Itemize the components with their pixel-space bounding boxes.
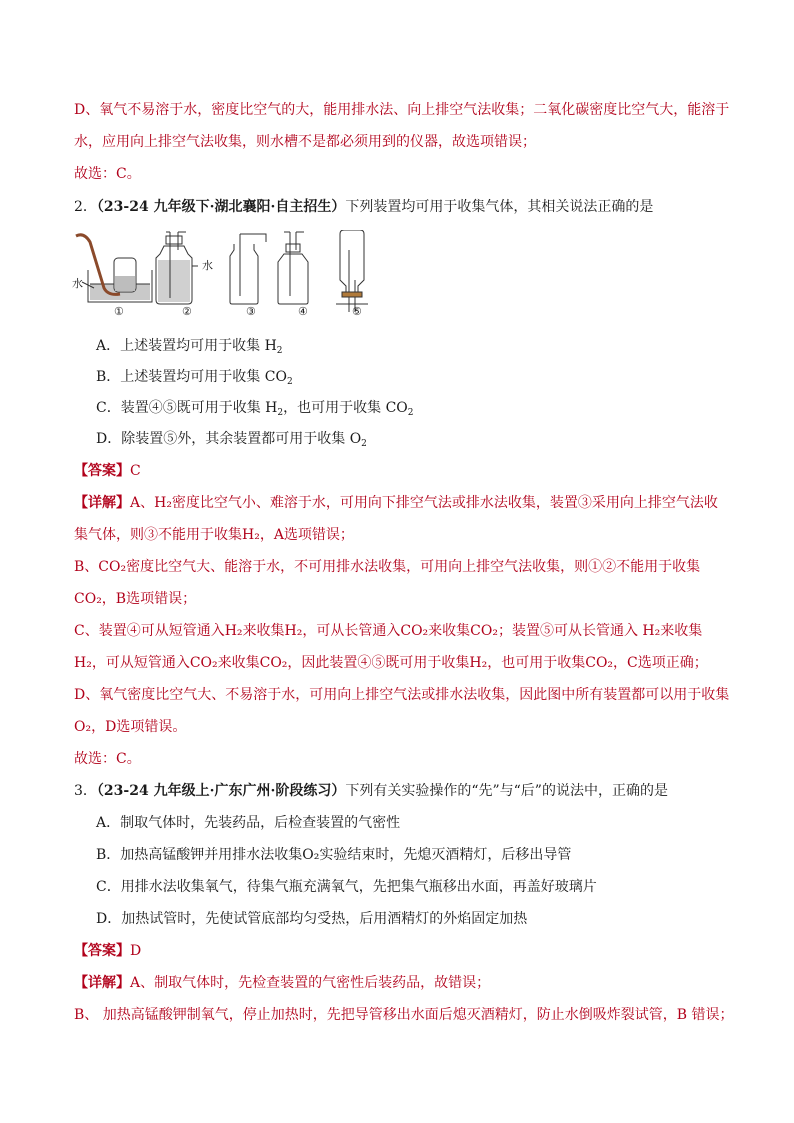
apparatus-label-5: ⑤ — [352, 305, 362, 318]
option-b-sub: 2 — [286, 377, 293, 387]
q3-source: （23-24 九年级上·广东广州·阶段练习） — [96, 783, 346, 799]
q3-option-c[interactable]: C．用排水法收集氧气，待集气瓶充满氧气，先把集气瓶移出水面，再盖好玻璃片 — [96, 879, 597, 895]
q3-stem-line — [74, 781, 668, 801]
q3-stem: 下列有关实验操作的“先”与“后”的说法中，正确的是 — [345, 783, 668, 799]
q3-detail-a1-text: A、制取气体时，先检查装置的气密性后装药品，故错误； — [130, 975, 491, 991]
option-d-text: D．除装置⑤外，其余装置都可用于收集 — [96, 431, 346, 447]
q2-detail-a2: 集气体，则③不能用于收集H₂，A选项错误； — [74, 527, 354, 543]
option-c-mid: ，也可用于收集 — [283, 400, 382, 416]
q2-detail-b2: CO₂，B选项错误； — [74, 591, 197, 607]
apparatus-label-4: ④ — [298, 305, 308, 318]
q3-option-b[interactable]: B．加热高锰酸钾并用排水法收集O₂实验结束时，先熄灭酒精灯，后移出导管 — [96, 847, 572, 863]
prev-choose: 故选：C。 — [74, 166, 141, 182]
apparatus-label-3: ③ — [246, 305, 256, 318]
q2-detail-c1: C、装置④可从短管通入H₂来收集H₂，可从长管通入CO₂来收集CO₂；装置⑤可从长管通入 H₂来收集 — [74, 623, 703, 639]
option-a-text: A．上述装置均可用于收集 — [96, 338, 261, 354]
q2-detail-d1: D、氧气密度比空气大、不易溶于水，可用向上排空气法或排水法收集，因此图中所有装置都可以用于收集 — [74, 687, 730, 703]
q3-answer-label: 【答案】 — [74, 943, 130, 959]
q2-detail-a1 — [74, 493, 718, 513]
q2-source: （23-24 九年级下·湖北襄阳·自主招生） — [96, 199, 346, 215]
prev-answer-line-1: D、氧气不易溶于水，密度比空气的大，能用排水法、向上排空气法收集；二氧化碳密度比空气大，能溶于 — [74, 102, 730, 118]
apparatus-label-1: ① — [114, 305, 124, 318]
q3-option-a[interactable]: A．制取气体时，先装药品，后检查装置的气密性 — [96, 815, 401, 831]
q2-detail-d2: O₂，D选项错误。 — [74, 719, 187, 735]
option-d-sub: 2 — [361, 439, 367, 449]
option-a-sub: 2 — [276, 346, 283, 356]
q2-option-a[interactable] — [96, 336, 283, 356]
option-a-gas: H — [264, 338, 277, 354]
option-c-gas1: H — [265, 400, 278, 416]
q2-answer-value: C — [130, 463, 141, 479]
q2-detail-b1: B、CO₂密度比空气大、能溶于水，不可用排水法收集，可用向上排空气法收集，则①②不能用于收集 — [74, 559, 701, 575]
q2-apparatus-figure — [74, 230, 374, 320]
q2-option-d[interactable] — [96, 429, 367, 449]
option-c-gas2: CO — [385, 400, 408, 416]
q3-answer — [74, 941, 141, 961]
q2-option-c[interactable] — [96, 398, 414, 418]
q2-stem: 下列装置均可用于收集气体，其相关说法正确的是 — [345, 199, 654, 215]
prev-answer-line-2: 水，应用向上排空气法收集，则水槽不是都必须用到的仪器，故选项错误； — [74, 134, 536, 150]
q3-detail-b1: B、 加热高锰酸钾制氧气，停止加热时，先把导管移出水面后熄灭酒精灯，防止水倒吸炸裂试管，B 错误； — [74, 1007, 734, 1023]
apparatus-label-2: ② — [182, 305, 192, 318]
q3-detail-label: 【详解】 — [74, 975, 130, 991]
option-c-pre: C．装置④⑤既可用于收集 — [96, 400, 261, 416]
option-b-text: B．上述装置均可用于收集 — [96, 369, 261, 385]
q2-option-b[interactable] — [96, 367, 293, 387]
option-c-sub1: 2 — [277, 408, 284, 418]
q3-detail-a1 — [74, 973, 490, 993]
option-c-sub2: 2 — [407, 408, 414, 418]
q2-answer-label: 【答案】 — [74, 463, 130, 479]
q2-detail-a1-text: A、H₂密度比空气小、难溶于水，可用向下排空气法或排水法收集，装置③采用向上排空气法收 — [130, 495, 718, 511]
q2-choose: 故选：C。 — [74, 751, 141, 767]
q2-answer — [74, 461, 141, 481]
option-d-gas: O — [349, 431, 362, 447]
q2-detail-c2: H₂，可从短管通入CO₂来收集CO₂，因此装置④⑤既可用于收集H₂，也可用于收集CO₂，C选项正确； — [74, 655, 708, 671]
water-label-right: 水 — [202, 259, 213, 272]
q3-answer-value: D — [130, 943, 142, 959]
option-b-gas: CO — [264, 369, 287, 385]
q2-number: 2． — [74, 199, 97, 215]
q2-stem-line — [74, 197, 653, 217]
q2-detail-label: 【详解】 — [74, 495, 130, 511]
q3-number: 3． — [74, 783, 97, 799]
water-label-left: 水 — [72, 277, 83, 290]
q3-option-d[interactable]: D．加热试管时，先使试管底部均匀受热，后用酒精灯的外焰固定加热 — [96, 911, 528, 927]
